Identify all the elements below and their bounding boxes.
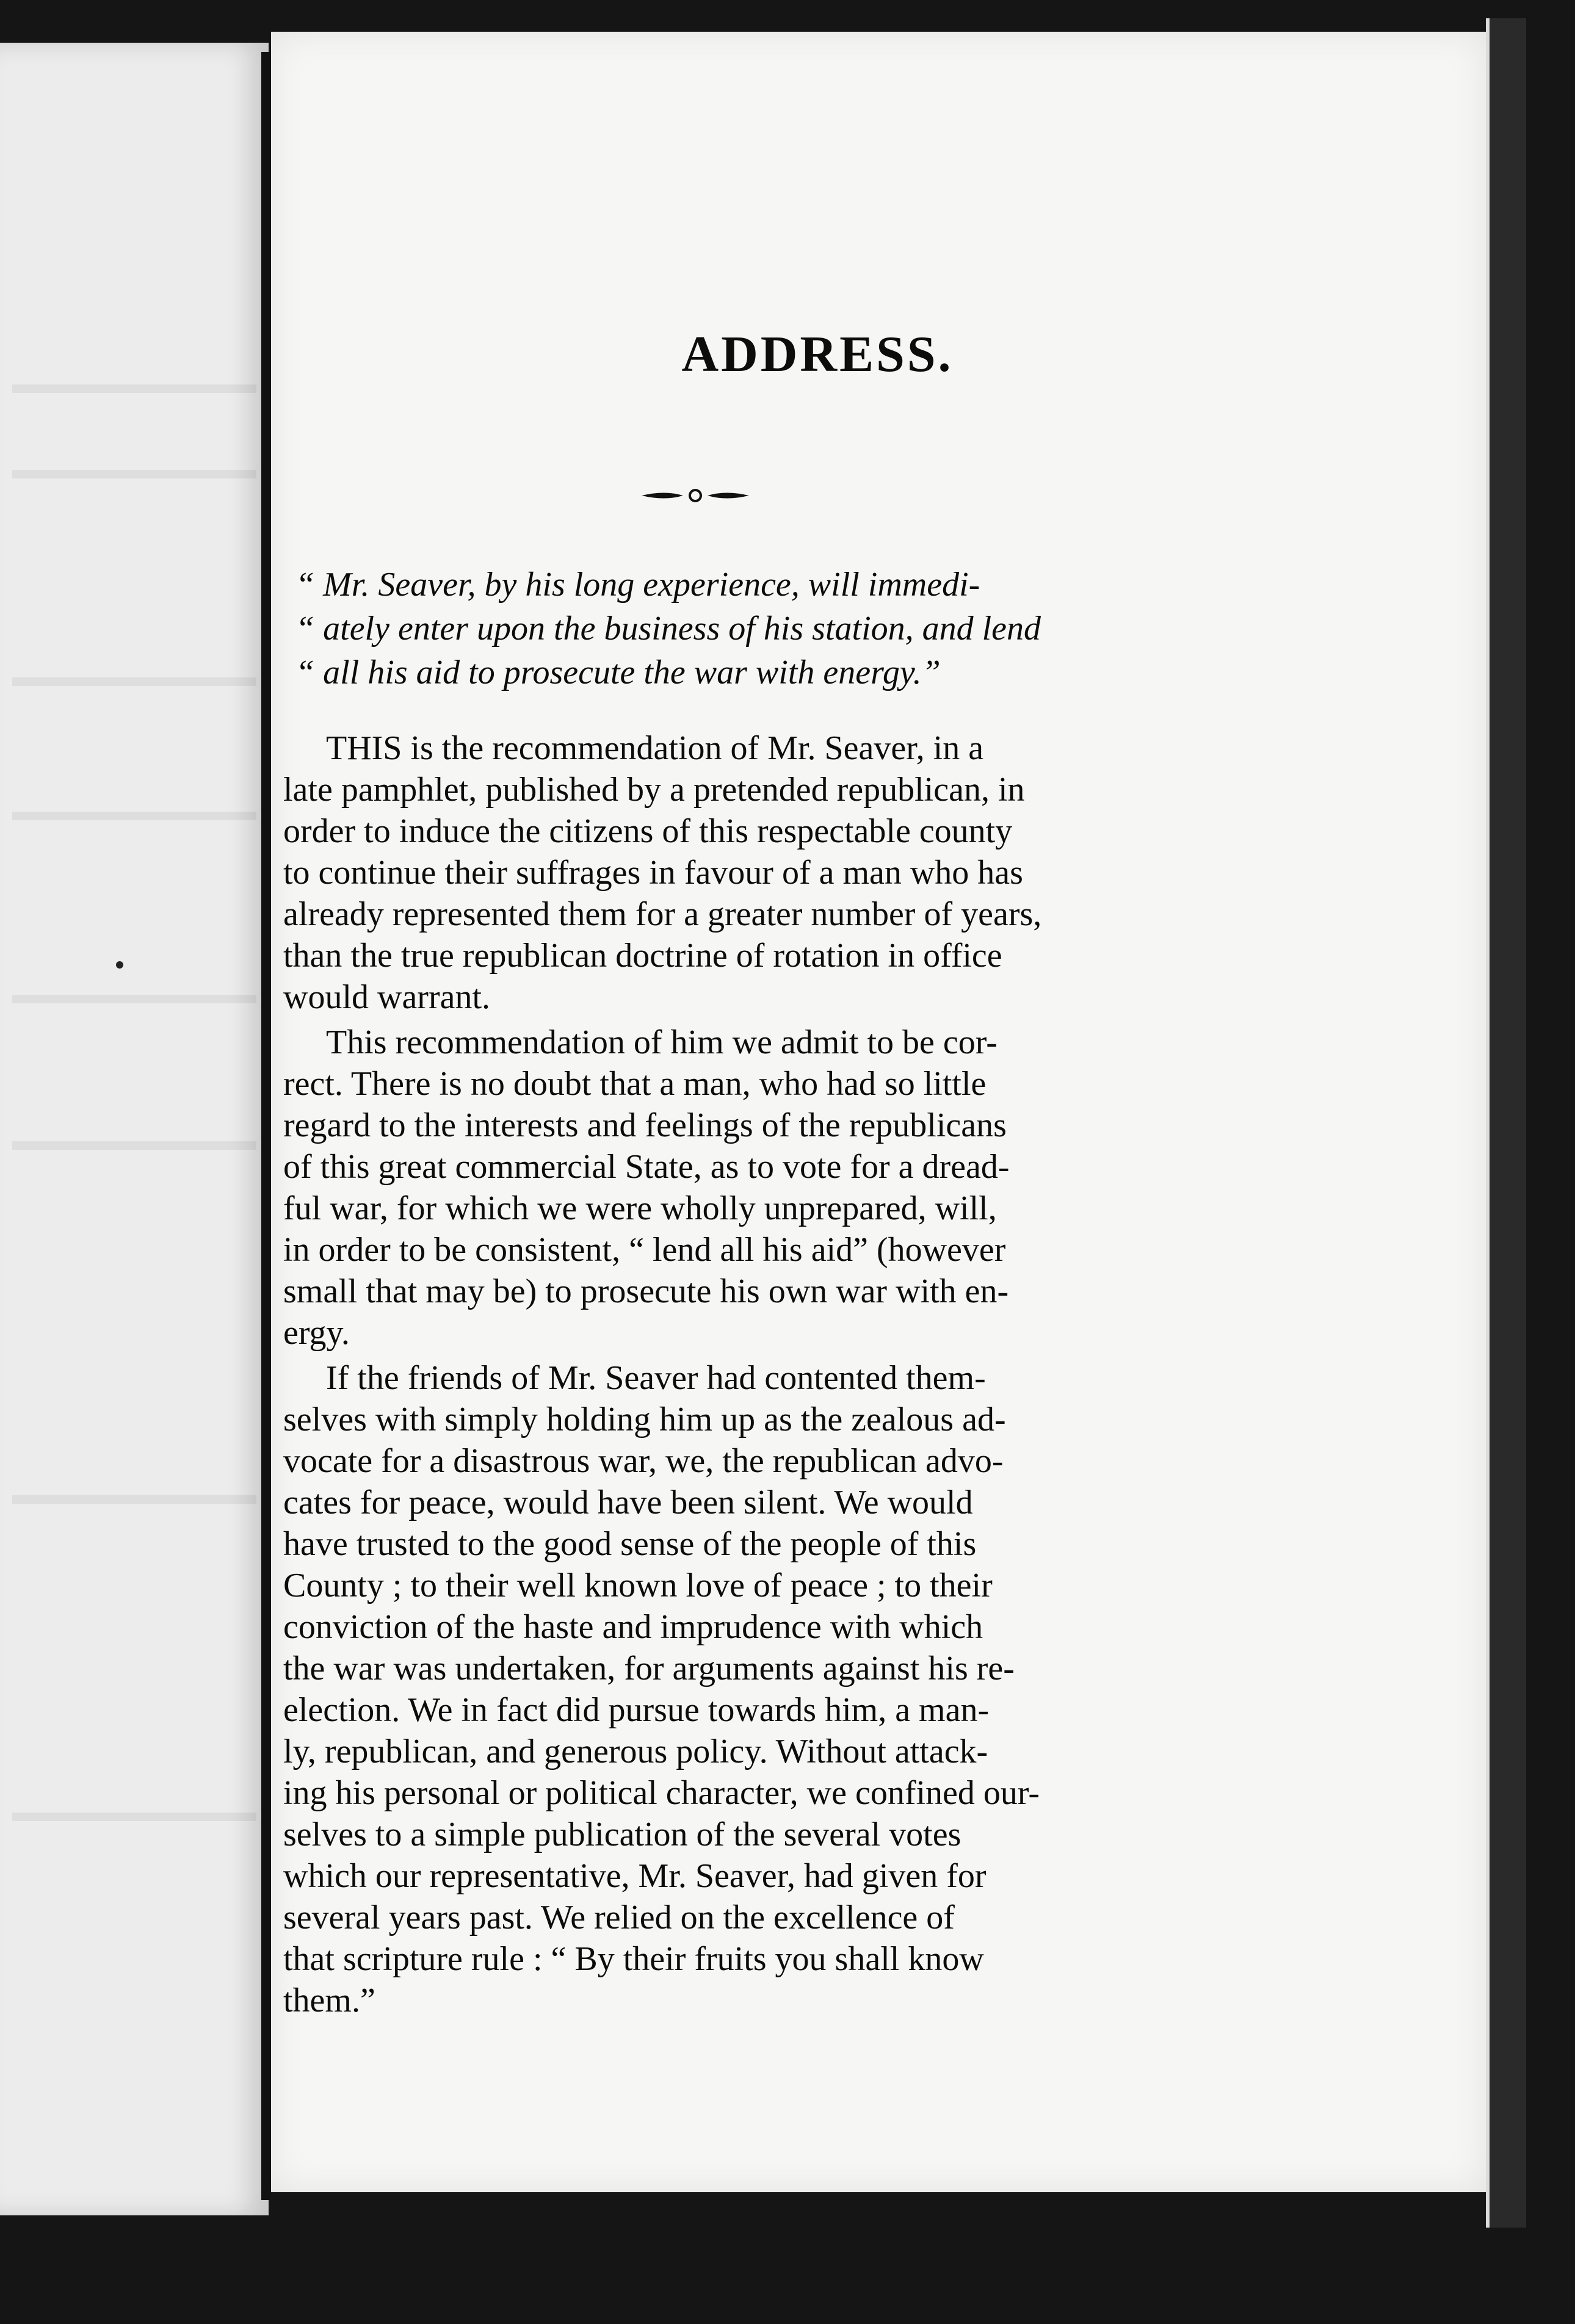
bleed-through-line bbox=[12, 812, 256, 820]
book-cover-edge bbox=[1486, 18, 1526, 2228]
text-line: ful war, for which we were wholly unprepared, will, bbox=[283, 1189, 997, 1227]
text-line: have trusted to the good sense of the people of this bbox=[283, 1525, 977, 1563]
text-line: rect. There is no doubt that a man, who had so little bbox=[283, 1065, 987, 1103]
text-line: selves with simply holding him up as the zealous ad- bbox=[283, 1401, 1006, 1438]
text-line: cates for peace, would have been silent. We would bbox=[283, 1484, 973, 1521]
text-line: the war was undertaken, for arguments against his re- bbox=[283, 1650, 1015, 1687]
text-line: them.” bbox=[283, 1982, 375, 2019]
text-line: vocate for a disastrous war, we, the republican advo- bbox=[283, 1442, 1004, 1480]
text-line: than the true republican doctrine of rotation in office bbox=[283, 937, 1002, 975]
paragraph bbox=[283, 1022, 1187, 1354]
page-gutter bbox=[261, 52, 271, 2200]
text-line: conviction of the haste and imprudence with which bbox=[283, 1608, 983, 1646]
text-line: several years past. We relied on the excellence of bbox=[283, 1899, 955, 1936]
text-line: already represented them for a greater number of years, bbox=[283, 895, 1042, 933]
ornament-divider-icon bbox=[640, 486, 750, 505]
document-page bbox=[271, 32, 1486, 2192]
epigraph-line: “ all his aid to prosecute the war with energy.” bbox=[295, 654, 941, 691]
bleed-through-line bbox=[12, 384, 256, 393]
text-line: which our representative, Mr. Seaver, had given for bbox=[283, 1857, 987, 1895]
text-line: late pamphlet, published by a pretended republican, in bbox=[283, 771, 1025, 809]
text-line: selves to a simple publication of the several votes bbox=[283, 1816, 961, 1853]
paragraph bbox=[283, 727, 1187, 1018]
text-line: If the friends of Mr. Seaver had contented them- bbox=[326, 1359, 986, 1397]
paragraph bbox=[283, 1357, 1187, 2021]
epigraph-line: “ Mr. Seaver, by his long experience, will immedi- bbox=[295, 566, 980, 604]
text-line: election. We in fact did pursue towards him, a man- bbox=[283, 1691, 990, 1729]
text-line: ly, republican, and generous policy. Without attack- bbox=[283, 1733, 988, 1770]
text-line: County ; to their well known love of peace ; to their bbox=[283, 1567, 993, 1604]
bleed-through-line bbox=[12, 470, 256, 478]
text-line: would warrant. bbox=[283, 978, 491, 1016]
text-line: ergy. bbox=[283, 1314, 350, 1352]
bleed-through-line bbox=[12, 1141, 256, 1150]
epigraph-line: “ ately enter upon the business of his station, and lend bbox=[295, 610, 1041, 648]
text-line: in order to be consistent, “ lend all his aid” (however bbox=[283, 1231, 1006, 1269]
page-heading: ADDRESS. bbox=[681, 326, 954, 383]
text-line: regard to the interests and feelings of the republicans bbox=[283, 1106, 1007, 1144]
text-line: that scripture rule : “ By their fruits you shall know bbox=[283, 1940, 984, 1978]
text-line: order to induce the citizens of this respectable county bbox=[283, 812, 1013, 850]
text-line: to continue their suffrages in favour of a man who has bbox=[283, 854, 1023, 892]
text-line: ing his personal or political character, we confined our- bbox=[283, 1774, 1040, 1812]
text-line: of this great commercial State, as to vote for a dread- bbox=[283, 1148, 1010, 1186]
ink-speck bbox=[116, 961, 123, 969]
bleed-through-line bbox=[12, 1495, 256, 1504]
facing-page bbox=[0, 43, 269, 2215]
bleed-through-line bbox=[12, 995, 256, 1003]
text-line: This recommendation of him we admit to be cor- bbox=[326, 1023, 998, 1061]
body-text bbox=[283, 727, 1187, 2025]
text-line: small that may be) to prosecute his own war with en- bbox=[283, 1272, 1009, 1310]
epigraph-quote bbox=[295, 563, 1181, 695]
bleed-through-line bbox=[12, 677, 256, 686]
bleed-through-line bbox=[12, 1813, 256, 1821]
text-line: THIS is the recommendation of Mr. Seaver, in a bbox=[326, 729, 984, 767]
